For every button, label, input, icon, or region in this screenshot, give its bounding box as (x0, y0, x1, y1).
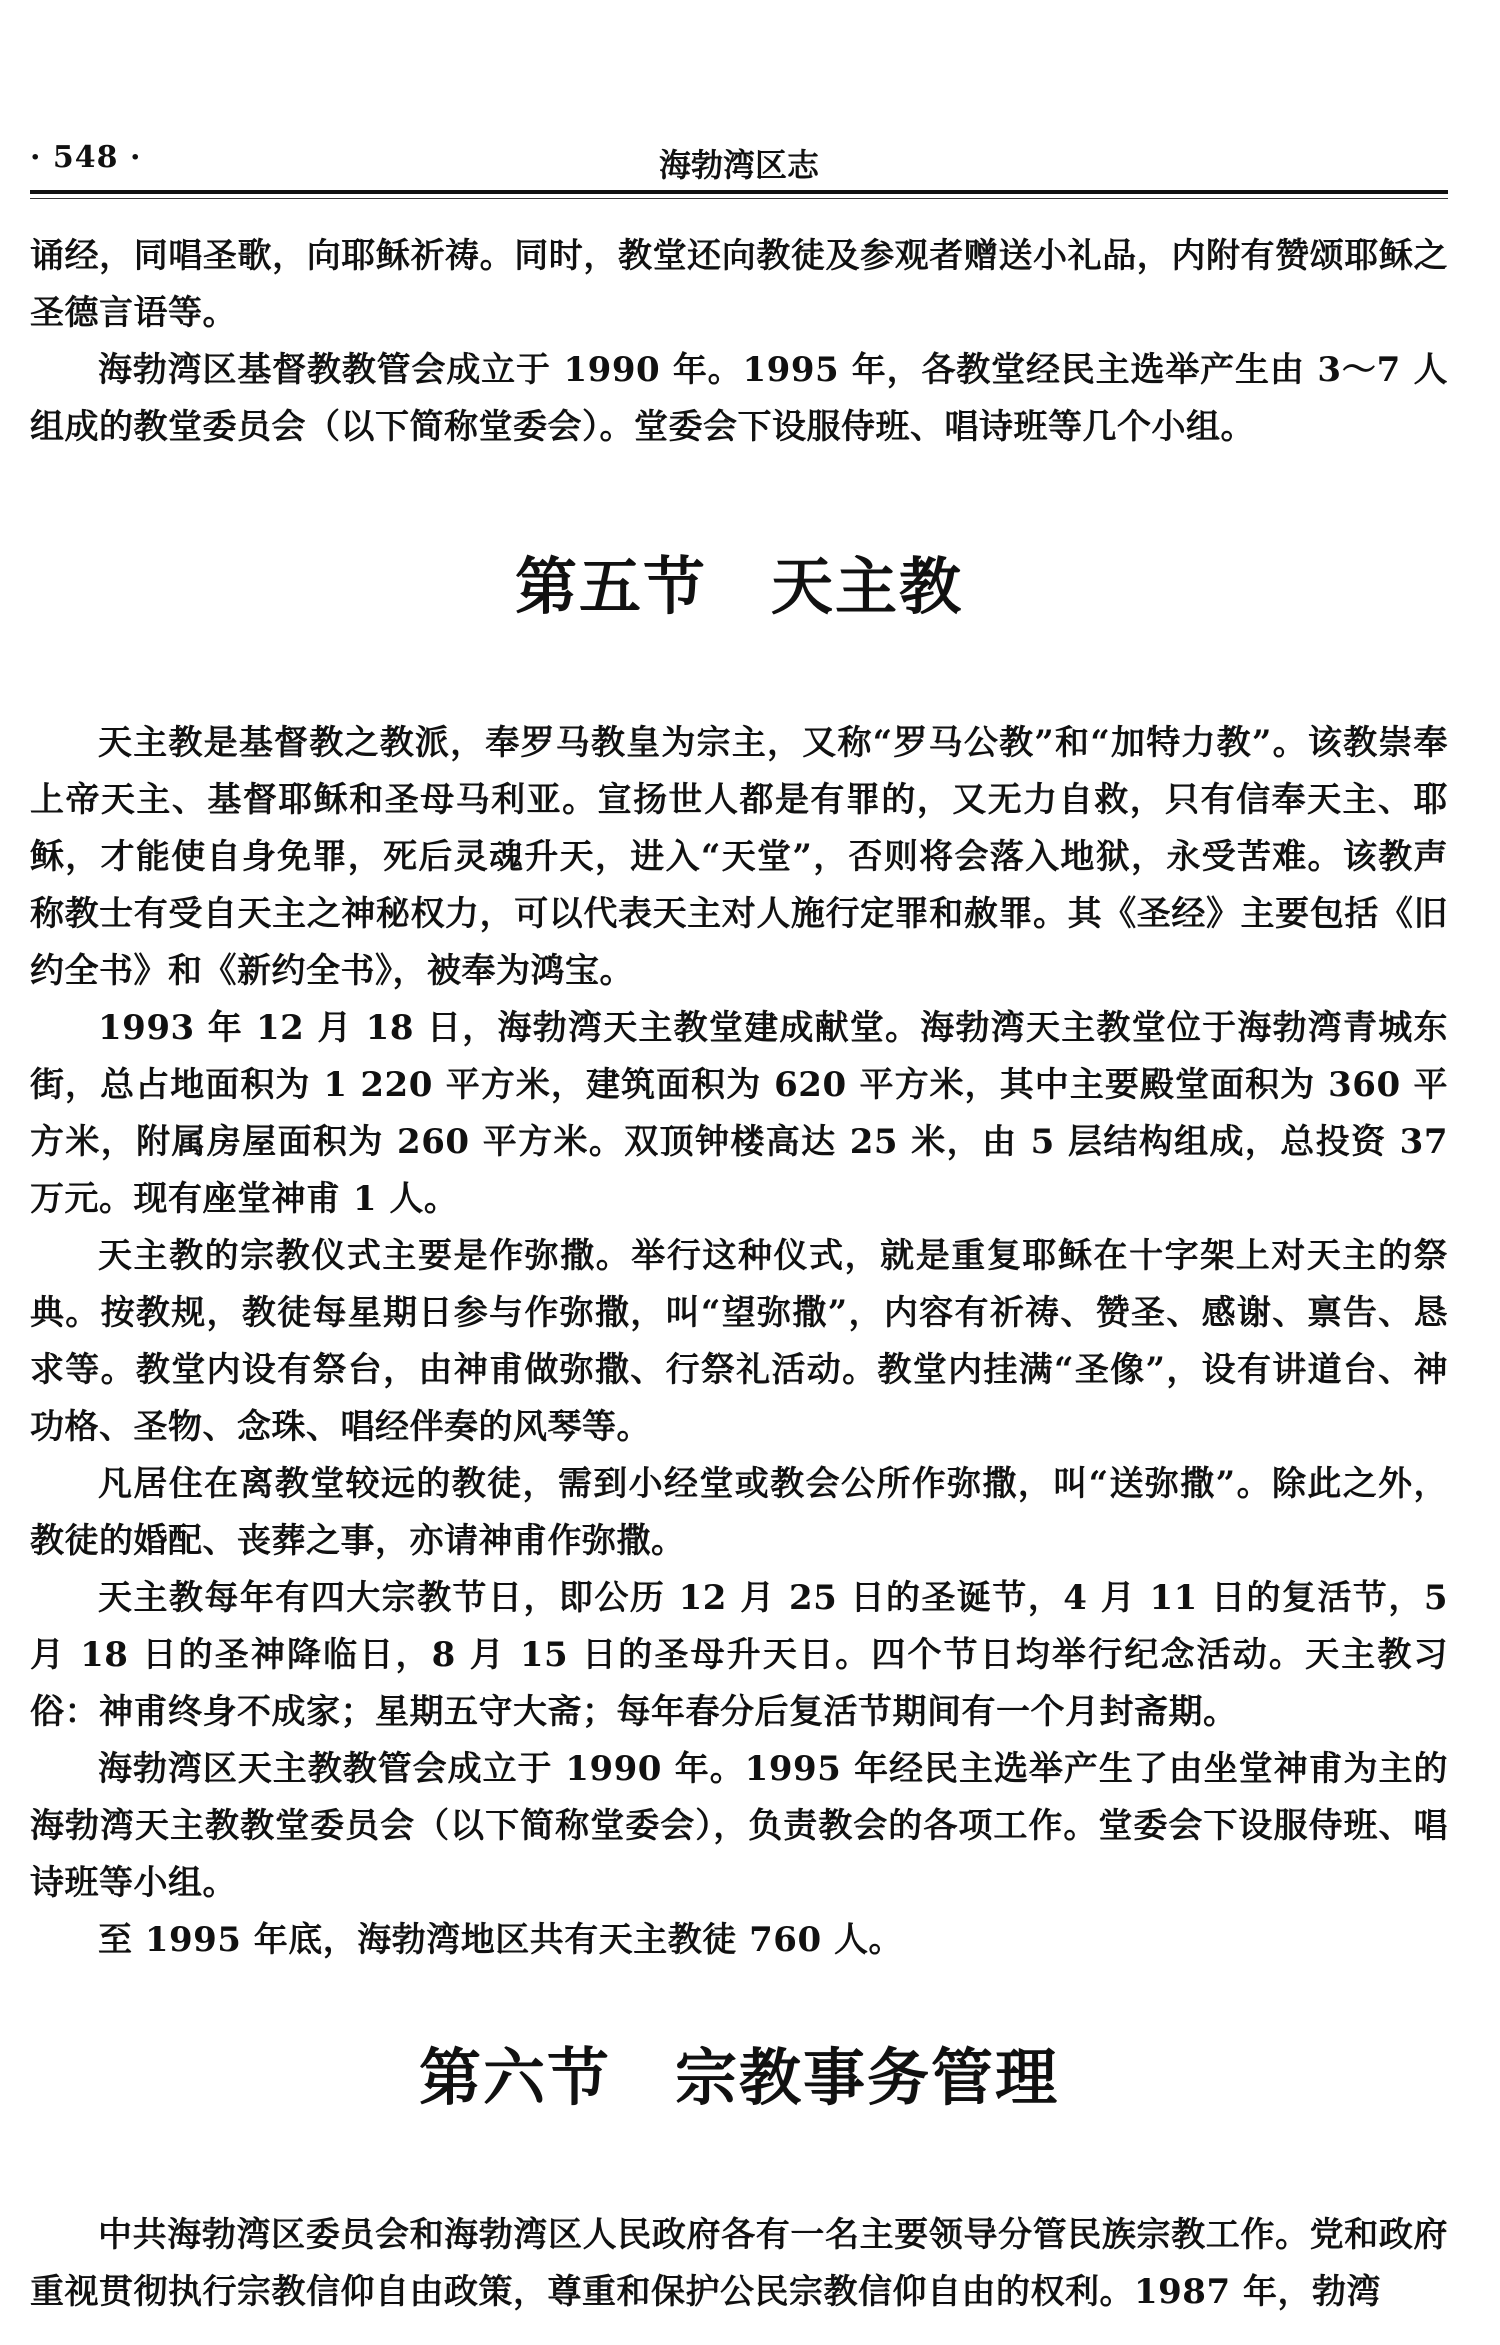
section5-paragraph: 1993 年 12 月 18 日，海勃湾天主教堂建成献堂。海勃湾天主教堂位于海勃湾青城东街，总占地面积为 1 220 平方米，建筑面积为 620 平方米，其中主要殿堂面积为 360 平方米，附属房屋面积为 260 平方米。双顶钟楼高达 25 米，由 5 层结构组成，总投资 37 万元。现有座堂神甫 1 人。 (30, 1008, 1448, 1219)
page-number: · 548 · (30, 140, 142, 175)
intro-paragraph: 诵经，同唱圣歌，向耶稣祈祷。同时，教堂还向教徒及参观者赠送小礼品，内附有赞颂耶稣之圣德言语等。 (30, 236, 1448, 333)
section-title-religious-affairs: 第六节 宗教事务管理 (418, 2041, 1059, 2114)
section5-paragraph: 天主教是基督教之教派，奉罗马教皇为宗主，又称“罗马公教”和“加特力教”。该教崇奉上帝天主、基督耶稣和圣母马利亚。宣扬世人都是有罪的，又无力自救，只有信奉天主、耶稣，才能使自身免罪，死后灵魂升天，进入“天堂”，否则将会落入地狱，永受苦难。该教声称教士有受自天主之神秘权力，可以代表天主对人施行定罪和赦罪。其《圣经》主要包括《旧约全书》和《新约全书》，被奉为鸿宝。 (30, 723, 1448, 991)
section6-paragraph: 中共海勃湾区委员会和海勃湾区人民政府各有一名主要领导分管民族宗教工作。党和政府重视贯彻执行宗教信仰自由政策，尊重和保护公民宗教信仰自由的权利。1987 年，勃湾 (30, 2215, 1448, 2312)
page-header (30, 140, 1448, 184)
header-rule-thin (30, 198, 1448, 199)
section5-paragraph: 凡居住在离教堂较远的教徒，需到小经堂或教会公所作弥撒，叫“送弥撒”。除此之外，教徒的婚配、丧葬之事，亦请神甫作弥撒。 (30, 1464, 1448, 1561)
section5-paragraph: 天主教每年有四大宗教节日，即公历 12 月 25 日的圣诞节，4 月 11 日的复活节，5 月 18 日的圣神降临日，8 月 15 日的圣母升天日。四个节日均举行纪念活动。天主教习俗：神甫终身不成家；星期五守大斋；每年春分后复活节期间有一个月封斋期。 (30, 1578, 1448, 1732)
header-rule-thick (30, 190, 1448, 194)
section5-paragraph: 至 1995 年底，海勃湾地区共有天主教徒 760 人。 (98, 1920, 903, 1960)
section5-paragraph: 天主教的宗教仪式主要是作弥撒。举行这种仪式，就是重复耶稣在十字架上对天主的祭典。按教规，教徒每星期日参与作弥撒，叫“望弥撒”，内容有祈祷、赞圣、感谢、禀告、恳求等。教堂内设有祭台，由神甫做弥撒、行祭礼活动。教堂内挂满“圣像”，设有讲道台、神功格、圣物、念珠、唱经伴奏的风琴等。 (30, 1236, 1448, 1447)
page-body (30, 228, 1448, 2321)
intro-paragraph: 海勃湾区基督教教管会成立于 1990 年。1995 年，各教堂经民主选举产生由 3～7 人组成的教堂委员会（以下简称堂委会）。堂委会下设服侍班、唱诗班等几个小组。 (30, 350, 1448, 447)
running-title: 海勃湾区志 (658, 146, 819, 184)
section-title-catholicism: 第五节 天主教 (514, 550, 963, 623)
section5-paragraph: 海勃湾区天主教教管会成立于 1990 年。1995 年经民主选举产生了由坐堂神甫为主的海勃湾天主教教堂委员会（以下简称堂委会），负责教会的各项工作。堂委会下设服侍班、唱诗班等小组。 (30, 1749, 1448, 1903)
